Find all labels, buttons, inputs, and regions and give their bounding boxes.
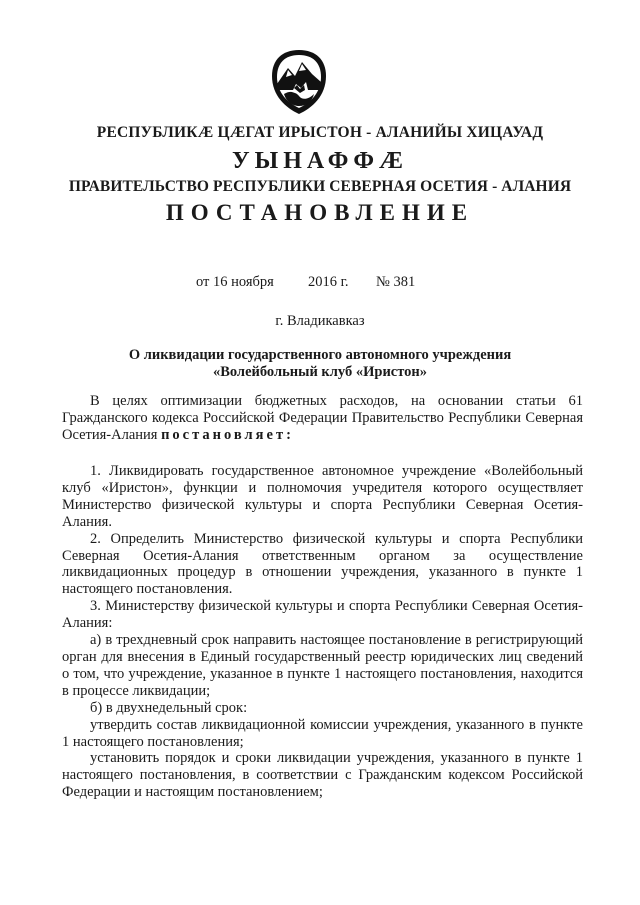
decree-year: 2016 г. <box>308 274 349 290</box>
decree-item: 1. Ликвидировать государственное автономное учреждение «Волейбольный клуб «Иристон», функции и полномочия учредителя которого осуществляет Министерство физической культуры и спорта Республики Северная Осетия-Алания. <box>62 463 583 530</box>
government-name-russian: ПРАВИТЕЛЬСТВО РЕСПУБЛИКИ СЕВЕРНАЯ ОСЕТИЯ - АЛАНИЯ <box>68 178 572 195</box>
decision-word: постановляет: <box>161 426 294 443</box>
decree-heading-ossetian: УЫНАФФӔ <box>232 148 408 174</box>
preamble-paragraph <box>62 393 583 444</box>
decree-date: от 16 ноября <box>196 274 274 290</box>
decree-subitem: установить порядок и сроки ликвидации учреждения, указанного в пункте 1 настоящего постановления, в соответствии с Гражданским кодексом Российской Федерации и настоящим постановлением; <box>62 750 583 801</box>
decree-title-line-2: «Волейбольный клуб «Иристон» <box>212 364 428 380</box>
preamble-text: В целях оптимизации бюджетных расходов, на основании статьи 61 Гражданского кодекса Российской Федерации Правительство Республики Северная Осетия-Алания <box>62 393 583 443</box>
decree-title-line-1: О ликвидации государственного автономного учреждения <box>128 347 512 363</box>
decree-subitem: а) в трехдневный срок направить настоящее постановление в регистрирующий орган для внесения в Единый государственный реестр юридических лиц сведений о том, что учреждение, указанное в пункте 1 настоящего постановления, находится в процессе ликвидации; <box>62 632 583 699</box>
decree-title <box>60 347 580 381</box>
decree-item: 2. Определить Министерство физической культуры и спорта Республики Северная Осетия-Алания ответственным органом за осуществление ликвидационных процедур в отношении учреждения, указанного в пункте 1 настоящего постановления. <box>62 530 583 598</box>
coat-of-arms-emblem-icon <box>268 48 330 116</box>
decree-items <box>62 463 583 801</box>
decree-item: 3. Министерству физической культуры и спорта Республики Северная Осетия-Алания: <box>62 598 583 632</box>
decree-subitem: б) в двухнедельный срок: <box>90 699 248 716</box>
decree-date-number <box>196 274 415 291</box>
decree-subitem: утвердить состав ликвидационной комиссии учреждения, указанного в пункте 1 настоящего постановления; <box>62 716 583 750</box>
decree-city: г. Владикавказ <box>275 313 365 329</box>
republic-name-ossetian: РЕСПУБЛИКӔ ЦӔГАТ ИРЫСТОН - АЛАНИЙЫ ХИЦАУАД <box>96 124 544 141</box>
decree-heading-russian: ПОСТАНОВЛЕНИЕ <box>165 200 475 225</box>
decree-number: № 381 <box>376 274 416 290</box>
